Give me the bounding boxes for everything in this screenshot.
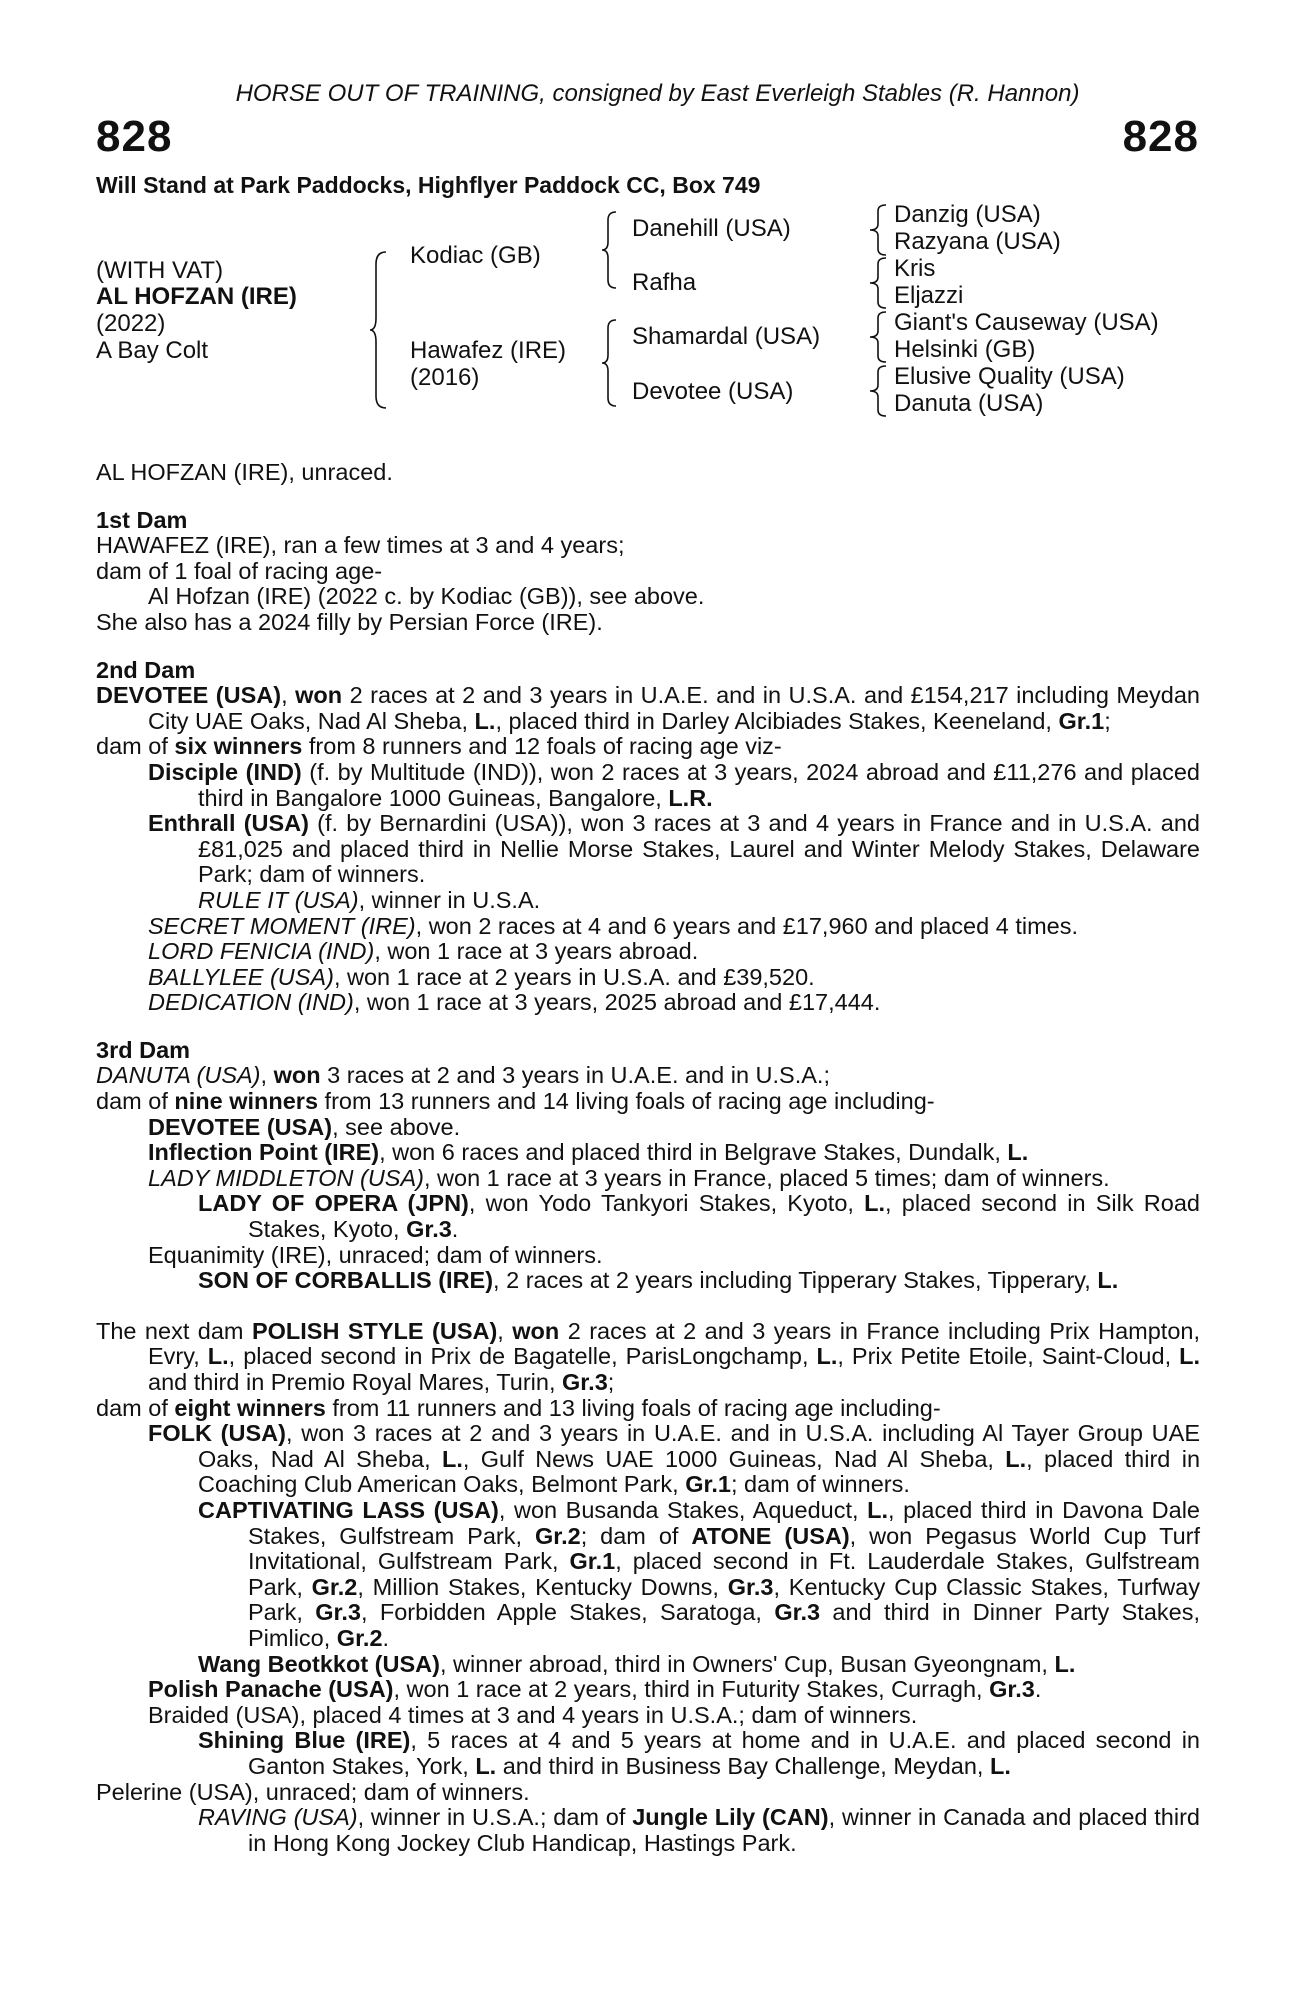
progeny-sub-entry <box>96 1498 1200 1652</box>
progeny-name: FOLK (USA) <box>148 1420 286 1447</box>
ancestor-4: Eljazzi <box>894 282 964 309</box>
progeny-text: , placed third in Davona Dale Stakes, Gulfstream Park, <box>248 1496 1200 1549</box>
progeny-name: Inflection Point (IRE) <box>148 1139 380 1166</box>
progeny-text: (f. by Bernardini (USA)), won 3 races at 3 and 4 years in France and in U.S.A. and £81,025 and placed third in Nellie Morse Stakes, Laurel and Winter Melody Stakes, Delaware Park; dam of winners. <box>198 810 1200 888</box>
progeny-entry <box>96 1140 1200 1166</box>
group-mark: Gr.3 <box>315 1599 361 1626</box>
progeny-text: , won Yodo Tankyori Stakes, Kyoto, <box>468 1190 865 1217</box>
pedigree-brace-3b <box>868 256 890 310</box>
listed-mark: L. <box>1179 1343 1200 1370</box>
third-dam-text: 3 races at 2 and 3 years in U.A.E. and in U.S.A.; <box>320 1062 830 1089</box>
winners-count: eight winners <box>174 1394 326 1421</box>
listed-mark: L. <box>864 1190 886 1217</box>
second-dam-text: 2 races at 2 and 3 years in U.A.E. and in U.S.A. and £154,217 including Meydan City UAE Oaks, Nad Al Sheba, <box>148 682 1200 734</box>
pedigree-brace-3a <box>868 203 890 257</box>
produce-post: from 13 runners and 14 living foals of racing age including- <box>318 1088 935 1115</box>
group-mark: Gr.3 <box>774 1599 821 1626</box>
listed-mark: L. <box>475 1752 497 1779</box>
progeny-text: , Kentucky Cup Classic Stakes, Turfway Park, <box>248 1573 1200 1626</box>
progeny-text: , Gulf News UAE 1000 Guineas, Nad Al Sheba, <box>462 1445 1006 1472</box>
progeny-text: , won 6 races and placed third in Belgrave Stakes, Dundalk, <box>379 1139 1008 1166</box>
progeny-entry <box>96 965 1200 991</box>
progeny-name: DEVOTEE (USA) <box>148 1113 333 1140</box>
listed-mark: L.R. <box>668 784 713 811</box>
third-dam-heading: 3rd Dam <box>96 1036 191 1063</box>
listed-mark: L. <box>1097 1267 1119 1294</box>
progeny-entry <box>96 990 1200 1016</box>
listed-mark: L. <box>1005 1445 1027 1472</box>
progeny-name: Shining Blue (IRE) <box>198 1727 411 1754</box>
next-dam-intro: The next dam <box>96 1317 252 1344</box>
dam-year: (2016) <box>410 364 480 391</box>
listed-mark: L. <box>990 1752 1011 1779</box>
progeny-entry <box>96 1677 1200 1703</box>
progeny-text: , placed second in Silk Road Stakes, Kyoto, <box>248 1190 1200 1243</box>
group-mark: Gr.1 <box>569 1548 616 1575</box>
progeny-sub-entry <box>96 1652 1200 1678</box>
progeny-text: , winner abroad, third in Owners' Cup, Busan Gyeongnam, <box>439 1650 1055 1677</box>
progeny-text: , won 1 race at 3 years in France, placed 5 times; dam of winners. <box>423 1164 1110 1191</box>
progeny-name: RAVING (USA) <box>198 1804 358 1831</box>
progeny-text: , Forbidden Apple Stakes, Saratoga, <box>360 1599 775 1626</box>
progeny-name: SECRET MOMENT (IRE) <box>148 912 416 939</box>
ancestor-7: Elusive Quality (USA) <box>894 363 1125 390</box>
lot-number-left: 828 <box>96 112 173 161</box>
progeny-text: , placed third in Coaching Club American Oaks, Belmont Park, <box>198 1445 1201 1498</box>
group-mark: Gr.3 <box>989 1676 1035 1703</box>
progeny-text: , see above. <box>332 1113 461 1140</box>
progeny-entry: Braided (USA), placed 4 times at 3 and 4 years in U.S.A.; dam of winners. <box>148 1701 918 1728</box>
progeny-entry <box>96 1166 1200 1192</box>
progeny-text: , 2 races at 2 years including Tipperary Stakes, Tipperary, <box>493 1267 1098 1294</box>
third-dam-record: DANUTA (USA), won 3 races at 2 and 3 years in U.A.E. and in U.S.A.; <box>96 1062 830 1089</box>
ancestor-3: Kris <box>894 255 936 282</box>
progeny-text: (f. by Multitude (IND)), won 2 races at 3 years, 2024 abroad and £11,276 and placed third in Bangalore 1000 Guineas, Bangalore, <box>198 758 1200 811</box>
progeny-text: , won Pegasus World Cup Turf Invitational, Gulfstream Park, <box>248 1522 1200 1575</box>
group-mark: Gr.2 <box>534 1522 581 1549</box>
ancestor-2: Razyana (USA) <box>894 228 1061 255</box>
punct: ; <box>1104 707 1111 734</box>
progeny-text: , won 3 races at 2 and 3 years in U.A.E. and in U.S.A. including Al Tayer Group UAE Oaks, Nad Al Sheba, <box>198 1420 1200 1472</box>
progeny-name: DEDICATION (IND) <box>148 989 354 1016</box>
first-dam-foal: Al Hofzan (IRE) (2022 c. by Kodiac (GB)), see above. <box>148 583 705 610</box>
progeny-name: LADY OF OPERA (JPN) <box>198 1190 469 1217</box>
listed-mark: L. <box>207 1343 229 1370</box>
progeny-text: and third in Business Bay Challenge, Meydan, <box>496 1752 990 1779</box>
dam-dam: Devotee (USA) <box>632 378 794 405</box>
third-dam-name: DANUTA (USA) <box>96 1062 261 1089</box>
first-dam-line: HAWAFEZ (IRE), ran a few times at 3 and 4 years; <box>96 532 625 559</box>
horse-name: AL HOFZAN (IRE) <box>96 283 297 310</box>
sire-sire: Danehill (USA) <box>632 215 791 242</box>
progeny-entry <box>96 1421 1200 1498</box>
winners-count: nine winners <box>174 1088 319 1115</box>
produce-pre: dam of <box>96 1088 175 1115</box>
next-dam-name: POLISH STYLE (USA) <box>251 1317 498 1344</box>
progeny-text: and third in Dinner Party Stakes, Pimlico, <box>248 1599 1200 1651</box>
group-mark: Gr.3 <box>562 1369 608 1395</box>
next-dam-text: and third in Premio Royal Mares, Turin, <box>148 1369 563 1395</box>
progeny-entry <box>96 811 1200 888</box>
dam-sire: Shamardal (USA) <box>632 323 821 350</box>
progeny-text: , Million Stakes, Kentucky Downs, <box>357 1573 728 1600</box>
progeny-text: , won Busanda Stakes, Aqueduct, <box>498 1496 868 1523</box>
progeny-text: , winner in Canada and placed third in Hong Kong Jockey Club Handicap, Hastings Park. <box>248 1804 1200 1856</box>
next-dam-text: 2 races at 2 and 3 years in France including Prix Hampton, Evry, <box>148 1317 1200 1370</box>
progeny-entry <box>96 914 1200 940</box>
consignment-line: HORSE OUT OF TRAINING, consigned by East Everleigh Stables (R. Hannon) <box>235 80 1080 107</box>
progeny-name: RULE IT (USA) <box>198 886 359 913</box>
progeny-text: , won 1 race at 3 years, 2025 abroad and £17,444. <box>353 989 881 1016</box>
winners-count: six winners <box>174 733 303 760</box>
progeny-name: CAPTIVATING LASS (USA) <box>198 1496 499 1523</box>
ancestor-8: Danuta (USA) <box>894 390 1044 417</box>
progeny-sub-entry <box>96 1728 1200 1779</box>
second-dam-record: DEVOTEE (USA), won 2 races at 2 and 3 years in U.A.E. and in U.S.A. and £154,217 including Meydan City UAE Oaks, Nad Al Sheba, L., placed third in Darley Alcibiades Stakes, Keeneland, Gr.1; <box>96 682 1200 734</box>
intro-line: AL HOFZAN (IRE), unraced. <box>96 459 393 485</box>
progeny-text: , 5 races at 4 and 5 years at home and in U.A.E. and placed second in Ganton Stakes, York, <box>248 1727 1200 1779</box>
second-dam-heading: 2nd Dam <box>96 656 196 683</box>
sire-dam: Rafha <box>632 269 697 296</box>
progeny-entry <box>96 939 1200 965</box>
produce-pre: dam of <box>96 1394 175 1421</box>
produce-pre: dam of <box>96 733 175 760</box>
next-dam-text: , Prix Petite Etoile, Saint-Cloud, <box>837 1343 1180 1370</box>
vat-note: (WITH VAT) <box>96 257 224 284</box>
lot-number-right: 828 <box>1122 112 1199 161</box>
second-dam-won: won <box>295 682 343 709</box>
third-dam-won: won <box>273 1062 321 1089</box>
progeny-entry <box>96 1115 1200 1141</box>
produce-post: from 8 runners and 12 foals of racing age viz- <box>302 733 782 760</box>
progeny-name: Enthrall (USA) <box>148 810 309 837</box>
progeny-name: Disciple (IND) <box>148 758 302 785</box>
pedigree-brace-3c <box>868 310 890 364</box>
progeny-text: , won 1 race at 2 years, third in Futurity Stakes, Curragh, <box>393 1676 990 1703</box>
listed-mark: L. <box>816 1343 838 1370</box>
pedigree-brace-3d <box>868 364 890 418</box>
progeny-entry: Equanimity (IRE), unraced; dam of winners. <box>148 1241 603 1268</box>
progeny-text: , won 1 race at 3 years abroad. <box>374 938 699 965</box>
third-dam-produce <box>96 1089 1200 1115</box>
progeny-text: , winner in U.S.A. <box>358 886 541 913</box>
pedigree-brace-2b <box>600 318 620 408</box>
sire: Kodiac (GB) <box>410 242 541 269</box>
progeny-sub-entry <box>96 1805 1200 1856</box>
progeny-entry: Pelerine (USA), unraced; dam of winners. <box>96 1778 530 1805</box>
listed-mark: L. <box>1007 1139 1029 1166</box>
progeny-name: Jungle Lily (CAN) <box>632 1804 829 1831</box>
progeny-text: ; dam of <box>580 1522 692 1549</box>
punct: ; <box>607 1369 615 1395</box>
horse-description: A Bay Colt <box>96 337 209 364</box>
punct: . <box>1034 1676 1042 1703</box>
progeny-name: LORD FENICIA (IND) <box>148 938 375 965</box>
next-dam-text: , placed second in Prix de Bagatelle, ParisLongchamp, <box>228 1343 817 1370</box>
progeny-sub-entry <box>96 1191 1200 1242</box>
progeny-text: ; dam of winners. <box>730 1471 910 1498</box>
progeny-name: BALLYLEE (USA) <box>148 963 334 990</box>
progeny-text: , won 1 race at 2 years in U.S.A. and £39,520. <box>333 963 815 990</box>
horse-year: (2022) <box>96 310 166 337</box>
next-dam-produce <box>96 1396 1200 1422</box>
group-mark: Gr.2 <box>311 1573 358 1600</box>
next-dam-record: The next dam POLISH STYLE (USA), won 2 races at 2 and 3 years in France including Prix Hampton, Evry, L., placed second in Prix de Bagatelle, ParisLongchamp, L., Prix Petite Etoile, Saint-Cloud, L. and third in Premio Royal Mares, Turin, Gr.3; <box>96 1317 1200 1395</box>
second-dam-produce <box>96 734 1200 760</box>
second-dam-text-2: , placed third in Darley Alcibiades Stakes, Keeneland, <box>495 707 1059 734</box>
progeny-name: Wang Beotkkot (USA) <box>198 1650 440 1677</box>
stand-location: Will Stand at Park Paddocks, Highflyer Paddock CC, Box 749 <box>96 172 761 198</box>
listed-mark: L. <box>474 707 496 734</box>
pedigree-brace-2a <box>600 210 620 290</box>
second-dam-name: DEVOTEE (USA) <box>96 682 282 709</box>
progeny-text: , winner in U.S.A.; dam of <box>357 1804 633 1831</box>
progeny-text: , won 2 races at 4 and 6 years and £17,960 and placed 4 times. <box>415 912 1078 939</box>
ancestor-1: Danzig (USA) <box>894 201 1041 228</box>
progeny-sub-entry <box>96 1268 1200 1294</box>
progeny-name: SON OF CORBALLIS (IRE) <box>198 1267 494 1294</box>
group-mark: Gr.2 <box>336 1624 383 1651</box>
listed-mark: L. <box>441 1445 463 1472</box>
progeny-entry <box>96 760 1200 811</box>
group-mark: Gr.3 <box>406 1216 452 1243</box>
listed-mark: L. <box>1054 1650 1076 1677</box>
group-mark: Gr.1 <box>685 1471 731 1498</box>
pedigree-brace-1 <box>368 250 390 410</box>
punct: . <box>451 1216 459 1243</box>
punct: . <box>382 1624 390 1651</box>
first-dam-note: She also has a 2024 filly by Persian Force (IRE). <box>96 608 603 635</box>
dam: Hawafez (IRE) <box>410 337 567 364</box>
progeny-name: Polish Panache (USA) <box>148 1676 394 1703</box>
group-mark: Gr.1 <box>1058 707 1105 734</box>
next-dam-won: won <box>512 1317 560 1344</box>
listed-mark: L. <box>867 1496 888 1523</box>
produce-post: from 11 runners and 13 living foals of racing age including- <box>325 1394 941 1421</box>
progeny-name: ATONE (USA) <box>691 1522 850 1549</box>
first-dam-heading: 1st Dam <box>96 506 188 533</box>
group-mark: Gr.3 <box>727 1573 774 1600</box>
catalogue-body <box>96 460 1200 1856</box>
progeny-text: , placed second in Ft. Lauderdale Stakes, Gulfstream Park, <box>248 1548 1200 1600</box>
progeny-sub-entry <box>96 888 1200 914</box>
ancestor-5: Giant's Causeway (USA) <box>894 309 1159 336</box>
first-dam-produce: dam of 1 foal of racing age- <box>96 557 383 584</box>
ancestor-6: Helsinki (GB) <box>894 336 1036 363</box>
progeny-name: LADY MIDDLETON (USA) <box>148 1164 424 1191</box>
